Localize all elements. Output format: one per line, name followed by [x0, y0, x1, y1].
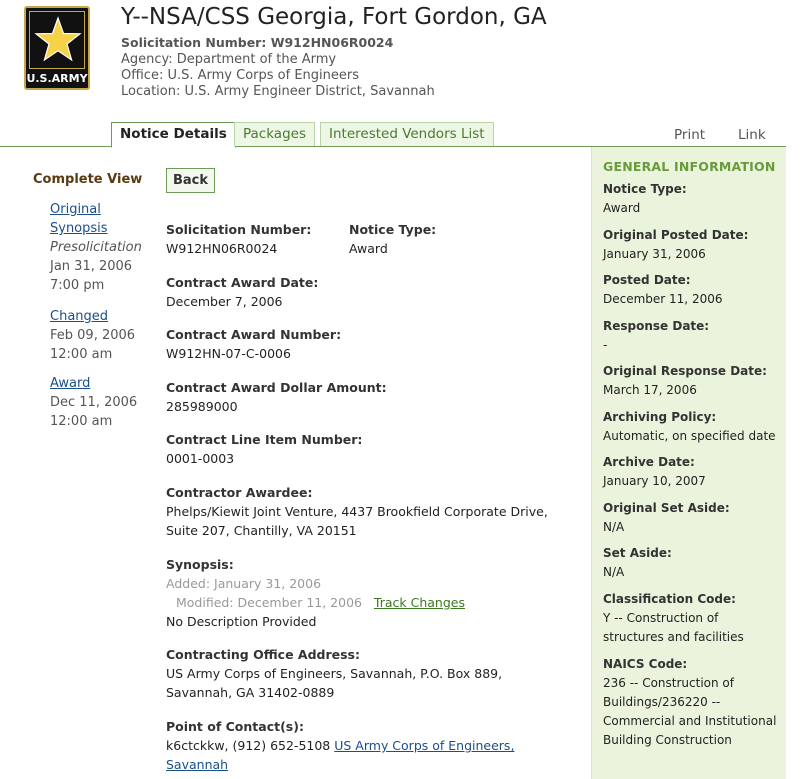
- synopsis-added: Added: January 31, 2006: [166, 576, 322, 591]
- field-label: Synopsis:: [166, 557, 234, 572]
- contract-award-date-field: [166, 273, 318, 311]
- tab-interested-vendors[interactable]: Interested Vendors List: [320, 122, 494, 146]
- field-value: December 7, 2006: [166, 294, 283, 309]
- gi-notice-type: [603, 180, 783, 218]
- contact-office-link-line2[interactable]: Savannah: [166, 757, 229, 772]
- logo-text: U.S.ARMY: [26, 72, 88, 85]
- gi-label: Set Aside:: [603, 546, 672, 560]
- link-link[interactable]: Link: [738, 127, 766, 143]
- gi-label: Archiving Policy:: [603, 410, 717, 424]
- gi-label: Posted Date:: [603, 273, 691, 287]
- star-icon: [32, 14, 84, 66]
- gi-original-set-aside: [603, 499, 783, 537]
- field-label: Contract Award Dollar Amount:: [166, 380, 387, 395]
- gi-classification-code: [603, 590, 783, 647]
- contractor-awardee-field: [166, 483, 548, 540]
- gi-value: January 10, 2007: [603, 474, 706, 488]
- gi-value: N/A: [603, 520, 625, 534]
- field-value: 0001-0003: [166, 451, 235, 466]
- gi-posted-date: [603, 271, 783, 309]
- history-time: 7:00 pm: [50, 278, 105, 293]
- notice-type-field: [349, 220, 436, 258]
- field-value: W912HN-07-C-0006: [166, 346, 291, 361]
- field-label: Contract Award Number:: [166, 327, 342, 342]
- field-value: US Army Corps of Engineers, Savannah, P.O. Box 889, Savannah, GA 31402-0889: [166, 666, 503, 700]
- history-date: Dec 11, 2006: [50, 395, 138, 410]
- field-label: Contract Award Date:: [166, 275, 319, 290]
- gi-value: 236 -- Construction of Buildings/236220 -- Commercial and Institutional Building Construction: [603, 676, 777, 747]
- gi-label: Response Date:: [603, 319, 710, 333]
- tab-notice-details[interactable]: Notice Details: [111, 122, 236, 148]
- office-line: Office: U.S. Army Corps of Engineers: [121, 68, 359, 83]
- contract-line-item-field: [166, 430, 362, 468]
- page-title: Y--NSA/CSS Georgia, Fort Gordon, GA: [121, 4, 547, 30]
- army-logo: [24, 6, 90, 90]
- gi-archive-date: [603, 453, 783, 491]
- field-label: Notice Type:: [349, 222, 437, 237]
- gi-value: December 11, 2006: [603, 292, 723, 306]
- gi-value: -: [603, 338, 608, 352]
- gi-label: Archive Date:: [603, 455, 695, 469]
- field-value: 285989000: [166, 399, 238, 414]
- gi-label: Original Posted Date:: [603, 228, 749, 242]
- award-link[interactable]: Award: [50, 376, 91, 391]
- location-line: Location: U.S. Army Engineer District, Savannah: [121, 84, 435, 99]
- history-time: 12:00 am: [50, 414, 113, 429]
- agency-line: Agency: Department of the Army: [121, 52, 337, 67]
- contract-award-number-field: [166, 325, 341, 363]
- field-label: Point of Contact(s):: [166, 719, 304, 734]
- print-link[interactable]: Print: [674, 127, 706, 143]
- gi-naics-code: [603, 655, 783, 750]
- synopsis-description: No Description Provided: [166, 614, 317, 629]
- synopsis-modified: Modified: December 11, 2006: [176, 595, 362, 610]
- original-synopsis-link[interactable]: Original: [50, 202, 101, 217]
- gi-archiving-policy: [603, 408, 783, 446]
- tab-packages[interactable]: Packages: [234, 122, 315, 146]
- contracting-office-field: [166, 645, 502, 702]
- gi-value: March 17, 2006: [603, 383, 697, 397]
- contact-info: k6ctckkw, (912) 652-5108: [166, 738, 335, 753]
- solicitation-number-field: [166, 220, 311, 258]
- original-synopsis-link-line2[interactable]: Synopsis: [50, 221, 108, 236]
- gi-value: N/A: [603, 565, 625, 579]
- history-time: 12:00 am: [50, 347, 113, 362]
- gi-value: Y -- Construction of structures and facilities: [603, 611, 744, 644]
- gi-label: Classification Code:: [603, 592, 736, 606]
- gi-label: Original Set Aside:: [603, 501, 730, 515]
- synopsis-field: [166, 555, 465, 631]
- gi-value: Automatic, on specified date: [603, 429, 776, 443]
- gi-label: Notice Type:: [603, 182, 687, 196]
- field-value: Phelps/Kiewit Joint Venture, 4437 Brookfield Corporate Drive, Suite 207, Chantilly, VA 20151: [166, 504, 548, 538]
- general-information-panel: [591, 147, 786, 779]
- gi-value: January 31, 2006: [603, 247, 706, 261]
- history-changed: [50, 307, 135, 364]
- field-label: Contracting Office Address:: [166, 647, 361, 662]
- field-value: Award: [349, 241, 388, 256]
- contact-office-link[interactable]: US Army Corps of Engineers,: [334, 738, 515, 753]
- history-type: Presolicitation: [50, 240, 142, 255]
- gi-set-aside: [603, 544, 783, 582]
- complete-view-title: Complete View: [33, 172, 143, 187]
- history-date: Jan 31, 2006: [50, 259, 133, 274]
- gi-response-date: [603, 317, 783, 355]
- field-label: Contractor Awardee:: [166, 485, 313, 500]
- back-button[interactable]: Back: [166, 168, 215, 193]
- general-information-title: GENERAL INFORMATION: [603, 159, 776, 174]
- track-changes-link[interactable]: Track Changes: [373, 595, 465, 610]
- gi-label: Original Response Date:: [603, 364, 767, 378]
- history-original-synopsis: [50, 200, 142, 295]
- history-date: Feb 09, 2006: [50, 328, 136, 343]
- point-of-contact-field: [166, 717, 514, 774]
- solicitation-number-header: Solicitation Number: W912HN06R0024: [121, 35, 394, 50]
- changed-link[interactable]: Changed: [50, 309, 109, 324]
- gi-label: NAICS Code:: [603, 657, 688, 671]
- gi-original-posted-date: [603, 226, 783, 264]
- gi-original-response-date: [603, 362, 783, 400]
- field-label: Solicitation Number:: [166, 222, 312, 237]
- history-award: [50, 374, 137, 431]
- gi-value: Award: [603, 201, 641, 215]
- field-value: W912HN06R0024: [166, 241, 278, 256]
- field-label: Contract Line Item Number:: [166, 432, 363, 447]
- contract-award-amount-field: [166, 378, 387, 416]
